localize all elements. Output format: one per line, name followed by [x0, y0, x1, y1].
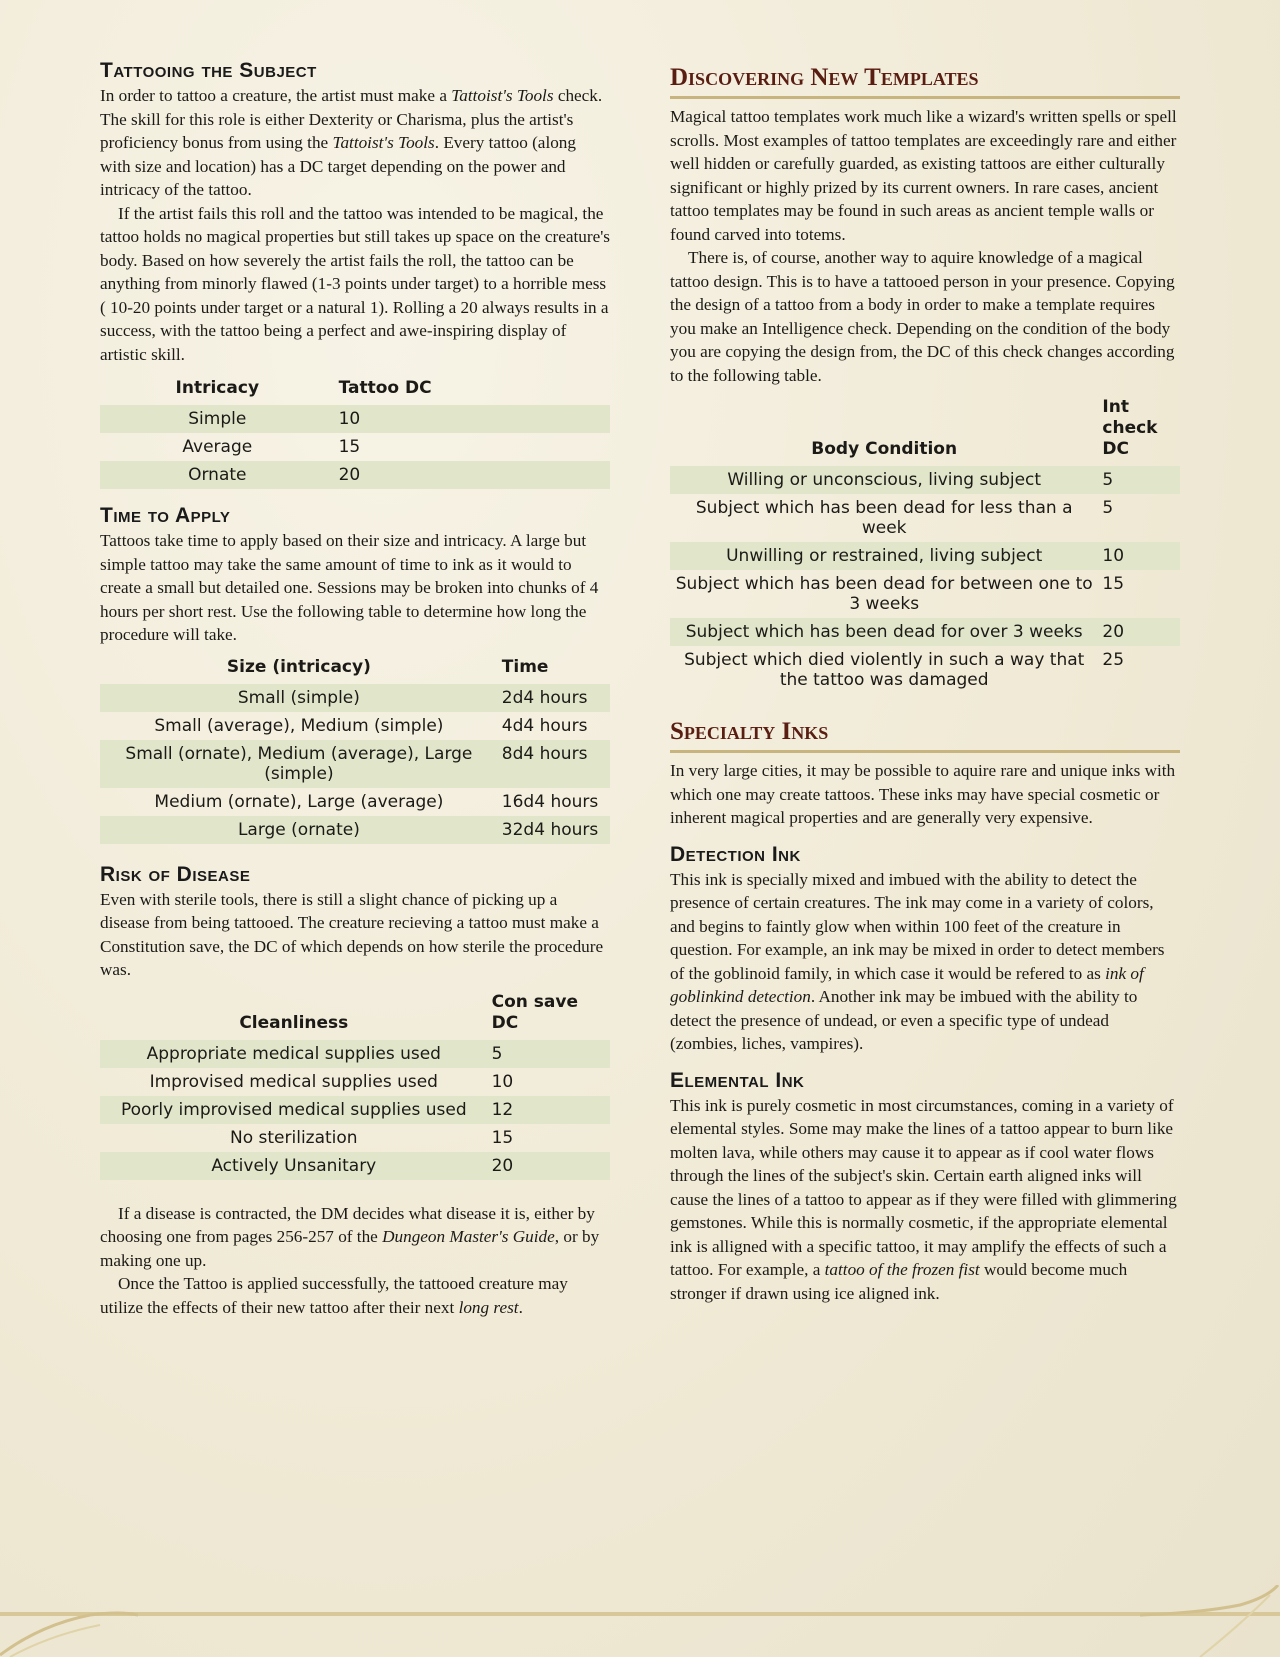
table-header-row	[100, 657, 610, 684]
table-cell: 5	[1102, 498, 1114, 518]
tattooing-heading: Tattooing the Subject	[100, 59, 317, 82]
table-row	[670, 466, 1180, 494]
table-row	[100, 1152, 610, 1180]
table-row	[100, 1124, 610, 1152]
column-header: Size (intricacy)	[226, 656, 371, 677]
inks-paragraph: In very large cities, it may be possible to aquire rare and unique inks with which one may create tattoos. These inks may have special cosmetic or inherent magical properties and are generally very expensive.	[670, 761, 1176, 827]
table-cell: 10	[335, 405, 610, 433]
text-span: This ink is specially mixed and imbued with the ability to detect the presence of certain creatures. The ink may come in a variety of colors, and begins to faintly glow when within 100 feet of the creature in question. For example, an ink may be mixed in order to detect members of the goblinoid family, in which case it would be refered to as	[670, 869, 1165, 983]
text-span: This ink is purely cosmetic in most circumstances, coming in a variety of elemental styles. Some may make the lines of a tattoo appear to burn like molten lava, while others may cause it to appear as if cool water flows through the lines of the subject's skin. Certain earth aligned inks will cause the lines of a tattoo to appear as if they were filled with glimmering gemstones. While this is normally cosmetic, if the appropriate elemental ink is alligned with a specific tattoo, it may amplify the effects of such a tattoo. For example, a	[670, 1095, 1177, 1279]
table-cell: 25	[1102, 650, 1125, 670]
left-column	[100, 58, 610, 1319]
text-span: .	[518, 1297, 523, 1317]
text-span: If a disease is contracted, the DM decides what disease it is, either by choosing one from pages 256-257 of the	[100, 1203, 595, 1246]
column-header: Con save DC	[491, 991, 578, 1033]
elemental-heading: Elemental Ink	[670, 1068, 805, 1092]
table-header-row	[100, 992, 610, 1040]
text-span: . Every tattoo (along with size and location) has a DC target depending on the power and intricacy of the tattoo.	[100, 133, 576, 199]
table-row	[100, 1040, 610, 1068]
table-cell: 15	[1102, 574, 1125, 594]
inks-heading: Specialty Inks	[670, 716, 1180, 753]
table-cell: Large (ornate)	[100, 816, 498, 844]
table-cell: Willing or unconscious, living subject	[670, 466, 1098, 494]
table-cell: 15	[491, 1127, 514, 1148]
table-row	[670, 618, 1180, 646]
table-row	[100, 1096, 610, 1124]
table-cell: 5	[488, 1040, 610, 1068]
templates-paragraph-1: Magical tattoo templates work much like a wizard's written spells or spell scrolls. Most examples of tattoo templates are exceedingly rare and either well hidden or carefully guarded, as existing tattoos are either culturally significant or highly prized by its current owners. In rare cases, ancient tattoo templates may be found in such areas as ancient temple walls or found carved into totems.	[670, 107, 1177, 244]
table-row	[100, 816, 610, 844]
table-row	[100, 461, 610, 489]
table-cell: 2d4 hours	[498, 684, 610, 712]
tattooing-paragraph-2: If the artist fails this roll and the tattoo was intended to be magical, the tattoo holds no magical properties but still takes up space on the creature's body. Based on how severely the artist fails the roll, the tattoo can be anything from minorly flawed (1-3 points under target) to a horrible mess ( 10-20 points under target or a natural 1). Rolling a 20 always results in a success, with the tattoo being a perfect and awe-inspiring display of artistic skill.	[100, 203, 610, 364]
column-header: Time	[501, 656, 549, 677]
footer-swirl-right-icon	[1140, 1585, 1280, 1657]
table-row	[670, 542, 1180, 570]
templates-heading: Discovering New Templates	[670, 62, 1180, 99]
table-header-row	[670, 397, 1180, 466]
tattooing-paragraph-1	[100, 84, 610, 202]
column-header: Intricacy	[175, 378, 260, 398]
table-cell: Ornate	[100, 461, 335, 489]
table-cell: Subject which has been dead for less than a week	[695, 498, 1073, 538]
table-cell: Poorly improvised medical supplies used	[100, 1096, 488, 1124]
footer-rule	[0, 1612, 1280, 1616]
table-row	[670, 494, 1180, 542]
table-cell: Appropriate medical supplies used	[100, 1040, 488, 1068]
tattoo-name-italic: tattoo of the frozen fist	[824, 1260, 980, 1279]
text-span: Once the Tattoo is applied successfully, the tattooed creature may utilize the effects of their new tattoo after their next	[100, 1274, 568, 1317]
disease-paragraph-2	[100, 1202, 610, 1273]
table-cell: 10	[1098, 542, 1180, 570]
table-cell: 20	[335, 461, 610, 489]
table-cell: Unwilling or restrained, living subject	[670, 542, 1098, 570]
column-header: Cleanliness	[239, 1012, 349, 1033]
column-header: Body Condition	[811, 439, 958, 459]
table-cell: Simple	[100, 405, 335, 433]
disease-paragraph-1: Even with sterile tools, there is still a slight chance of picking up a disease from being tattooed. The creature recieving a tattoo must make a Constitution save, the DC of which depends on how sterile the procedure was.	[100, 889, 604, 979]
disease-table	[100, 992, 610, 1180]
tools-italic: Tattoist's Tools	[451, 86, 554, 105]
text-span: In order to tattoo a creature, the artist must make a	[100, 86, 452, 105]
table-row	[670, 646, 1180, 694]
table-cell: Average	[182, 437, 253, 457]
table-row	[100, 405, 610, 433]
right-column	[670, 62, 1180, 1305]
table-cell: 15	[338, 437, 361, 457]
long-rest-italic: long rest	[458, 1297, 519, 1317]
table-header-row	[100, 378, 610, 405]
table-cell: Subject which has been dead for over 3 weeks	[670, 618, 1098, 646]
table-cell: Improvised medical supplies used	[149, 1071, 438, 1092]
table-cell: Medium (ornate), Large (average)	[154, 791, 444, 812]
tattoo-dc-table	[100, 378, 610, 489]
table-cell: Small (ornate), Medium (average), Large (simple)	[100, 740, 498, 788]
table-cell: Subject which died violently in such a way that the tattoo was damaged	[684, 650, 1085, 690]
detection-heading: Detection Ink	[670, 842, 801, 866]
column-header: Int check DC	[1102, 397, 1158, 459]
table-cell: Actively Unsanitary	[100, 1152, 488, 1180]
table-cell: Small (average), Medium (simple)	[154, 715, 444, 736]
table-cell: Small (simple)	[100, 684, 498, 712]
footer-swirl-left-icon	[0, 1585, 140, 1657]
table-cell: 16d4 hours	[501, 791, 599, 812]
table-row	[100, 788, 610, 816]
table-row	[100, 433, 610, 461]
table-cell: No sterilization	[230, 1127, 358, 1148]
text-span: . Another ink may be imbued with the ability to detect the presence of undead, or even a specific type of undead (zombies, liches, vampires).	[670, 987, 1138, 1053]
elemental-paragraph	[670, 1094, 1180, 1306]
table-row	[100, 740, 610, 788]
column-header: Tattoo DC	[338, 378, 432, 398]
body-condition-table	[670, 397, 1180, 694]
table-cell: 5	[1098, 466, 1180, 494]
table-cell: 20	[1098, 618, 1180, 646]
table-row	[670, 570, 1180, 618]
templates-paragraph-2: There is, of course, another way to aquire knowledge of a magical tattoo design. This is to have a tattooed person in your presence. Copying the design of a tattoo from a body in order to make a template requires you make an Intelligence check. Depending on the condition of the body you are copying the design from, the DC of this check changes according to the following table.	[670, 248, 1175, 385]
table-cell: 10	[491, 1071, 514, 1092]
ink-name-italic: ink of goblinkind detection	[670, 963, 1144, 1006]
text-span: check. The skill for this role is either Dexterity or Charisma, plus the artist's proficiency bonus from using the	[100, 86, 603, 152]
time-heading: Time to Apply	[100, 504, 231, 527]
table-row	[100, 684, 610, 712]
text-span: , or by making one up.	[100, 1227, 600, 1270]
detection-paragraph	[670, 868, 1180, 1056]
book-title-italic: Dungeon Master's Guide	[382, 1227, 555, 1246]
tools-italic: Tattoist's Tools	[332, 133, 435, 152]
time-table	[100, 657, 610, 844]
disease-heading: Risk of Disease	[100, 862, 251, 886]
table-cell: 8d4 hours	[498, 740, 610, 788]
time-paragraph: Tattoos take time to apply based on their size and intricacy. A large but simple tattoo may take the same amount of time to ink as it would to create a small but detailed one. Sessions may be broken into chunks of 4 hours per short rest. Use the following table to determine how long the procedure will take.	[100, 531, 599, 644]
table-cell: Subject which has been dead for between one to 3 weeks	[675, 574, 1093, 614]
table-cell: 20	[488, 1152, 610, 1180]
table-row	[100, 712, 610, 740]
table-cell: 4d4 hours	[501, 715, 588, 736]
table-row	[100, 1068, 610, 1096]
disease-paragraph-3	[100, 1272, 610, 1319]
text-span: would become much stronger if drawn using ice aligned ink.	[670, 1260, 1128, 1303]
table-cell: 12	[488, 1096, 610, 1124]
table-cell: 32d4 hours	[498, 816, 610, 844]
